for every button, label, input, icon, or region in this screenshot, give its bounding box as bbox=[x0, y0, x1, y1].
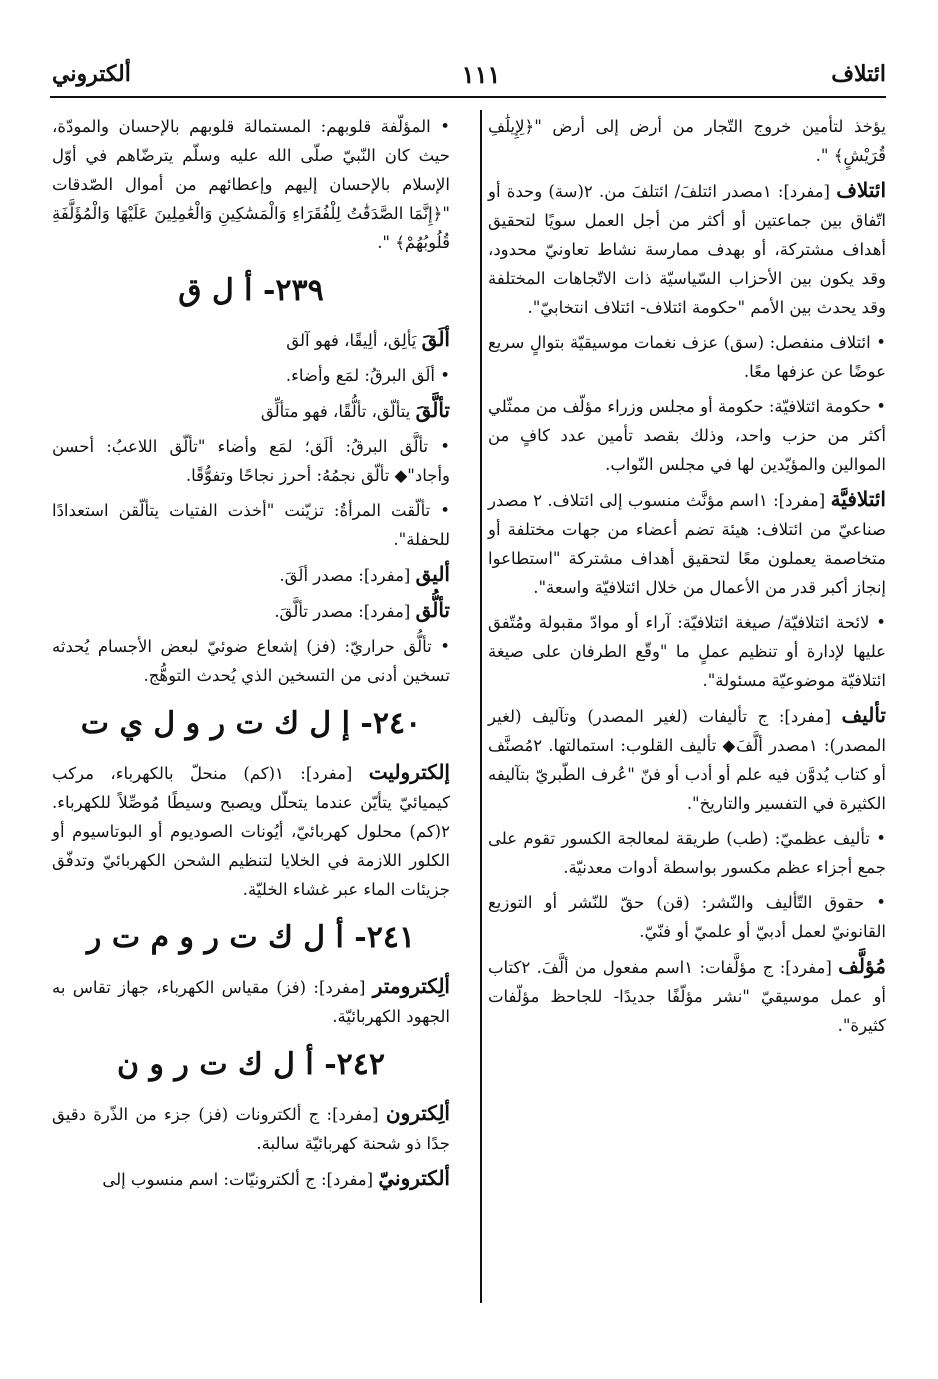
entry-paragraph bbox=[52, 496, 450, 554]
page-number: ١١١ bbox=[461, 59, 501, 89]
headword: ائتلافيَّة bbox=[830, 487, 886, 511]
header-rule bbox=[50, 96, 886, 98]
headword: ألِكترون bbox=[385, 1101, 450, 1125]
entry-text: [مفرد]: (فز) مقياس الكهرباء، جهاز تقاس به الجهود الكهربائيّة. bbox=[52, 978, 450, 1026]
entry-text: • حكومة ائتلافيّة: حكومة أو مجلس وزراء مؤلّف من ممثّلي أكثر من حزب واحد، وذلك بقصد تأمين عدد كافٍ من الموالين والمؤيّدين لها في مجلس النّواب. bbox=[488, 397, 886, 474]
entry-text: [مفرد]: مصدر ألَقَ. bbox=[279, 566, 411, 585]
entry-text: • تألُّق حراريّ: (فز) إشعاع ضوئيّ لبعض الأجسام يُحدثه تسخين أدنى من التسخين الذي يُحدث التوهُّج. bbox=[52, 637, 450, 685]
entry-paragraph bbox=[488, 701, 886, 818]
headword: مُؤلَّف bbox=[838, 954, 887, 978]
column-divider bbox=[480, 110, 482, 1303]
entry-paragraph bbox=[52, 560, 450, 590]
headword: أليق bbox=[415, 562, 450, 586]
entry-text: [مفرد]: ج مؤلَّفات: ١اسم مفعول من ألَّفَ. ٢كتاب أو عمل موسيقيّ "نشر مؤلّفًا جديدًا- للجاحظ مؤلّفات كثيرة". bbox=[488, 958, 886, 1035]
entry-paragraph bbox=[52, 112, 450, 257]
entry-paragraph bbox=[52, 972, 450, 1031]
entry-paragraph bbox=[52, 1164, 450, 1194]
headword: تألَّقَ bbox=[415, 398, 450, 422]
entry-paragraph bbox=[52, 758, 450, 904]
entry-text: • تألّقت المرأةُ: تزيّنت "أخذت الفتيات يتألّقن استعدادًا للحفلة". bbox=[52, 501, 450, 549]
entry-text: [مفرد]: ج تأليفات (لغير المصدر) وتآليف (لغير المصدر): ١مصدر ألَّفَ◆ تأليف القلوب: استمالتها. ٢مُصنَّف أو كتاب يُدوَّن فيه علم أو أدب أو فنّ "عُرف الطّبريّ بتآليفه الكثيرة في التفسير والتاريخ". bbox=[488, 707, 886, 813]
header-last-entry: ألكتروني bbox=[52, 61, 131, 87]
headword: ألَقَ bbox=[421, 327, 450, 351]
root-section-heading: ٢٤١- أ ل ك ت ر و م ت ر bbox=[86, 920, 416, 955]
entry-text: • تألَّق البرقُ: ألَق؛ لمَع وأضاء "تألّق اللاعبُ: أحسن وأجاد"◆ تألّق نجمُهُ: أحرز نجاحًا وتفوُّقًا. bbox=[52, 437, 450, 485]
entry-paragraph bbox=[52, 325, 450, 355]
headword: ائتلاف bbox=[836, 178, 887, 202]
headword: تألُّق bbox=[415, 598, 450, 622]
entry-text: • حقوق التّأليف والنّشر: (قن) حقّ للنّشر أو التوزيع القانونيّ لعمل أدبيّ أو علميّ أو فنّيّ. bbox=[488, 893, 886, 941]
headword: إلكتروليت bbox=[368, 760, 450, 784]
root-section-heading: ٢٤٢- أ ل ك ت ر و ن bbox=[116, 1047, 385, 1082]
entry-paragraph bbox=[488, 176, 886, 322]
headword: تأليف bbox=[841, 703, 886, 727]
entry-text: • ألَق البرقُ: لمَع وأضاء. bbox=[285, 366, 450, 385]
entry-text: • تأليف عظميّ: (طب) طريقة لمعالجة الكسور تقوم على جمع أجزاء عظم مكسور بواسطة أدوات معدنيّة. bbox=[488, 829, 886, 877]
entry-text: [مفرد]: ١(كم) منحلّ بالكهرباء، مركب كيميائيّ يتأيّن عندما يتحلّل ويصبح وسيطًا مُوصِّلاً للكهرباء. ٢(كم) محلول كهربائيّ، أيُونات الصوديوم أو البوتاسيوم أو الكلور اللازمة في الخلايا لتنظيم الشحن الكهربائيّ وتدفّق جزيئات الماء عبر غشاء الخليّة. bbox=[52, 764, 450, 899]
left-column bbox=[52, 112, 450, 1200]
entry-text: [مفرد]: ج ألكترونات (فز) جزء من الذّرة دقيق جدًا ذو شحنة كهربائيّة سالبة. bbox=[52, 1105, 450, 1153]
entry-paragraph bbox=[488, 952, 886, 1040]
entry-paragraph bbox=[52, 1099, 450, 1158]
entry-paragraph bbox=[52, 361, 450, 390]
entry-paragraph bbox=[488, 888, 886, 946]
header-first-entry: ائتلاف bbox=[831, 61, 886, 87]
entry-text: يَألِق، ألِيقًا، فهو آلق bbox=[286, 331, 417, 350]
entry-paragraph bbox=[52, 596, 450, 626]
root-section-heading: ٢٤٠- إ ل ك ت ر و ل ي ت bbox=[80, 706, 422, 741]
entry-text: • لائحة ائتلافيّة/ صيغة ائتلافيّة: آراء أو موادّ مقبولة ومُتّفق عليها لإدارة أو تنظيم عملٍ ما "وقّع الطرفان على صيغة ائتلافيّة موضوعيّة مسئولة". bbox=[488, 613, 886, 690]
running-head bbox=[52, 56, 886, 92]
entry-text: يتألّق، تألُّقًا، فهو متألِّق bbox=[260, 402, 411, 421]
entry-text: • ائتلاف منفصل: (سق) عزف نغمات موسيقيّة بتوالٍ سريع عوضًا عن عزفها معًا. bbox=[488, 333, 886, 381]
entry-paragraph bbox=[488, 328, 886, 386]
entry-paragraph bbox=[52, 396, 450, 426]
right-column bbox=[488, 112, 886, 1046]
headword: ألِكترومتر bbox=[372, 974, 450, 998]
entry-paragraph bbox=[488, 608, 886, 695]
entry-paragraph bbox=[488, 392, 886, 479]
entry-paragraph bbox=[52, 632, 450, 690]
headword: ألكترونيّ bbox=[378, 1166, 450, 1190]
entry-text: يؤخذ لتأمين خروج التّجار من أرض إلى أرض "﴿لِإِيلَٰفِ قُرَيْشٍ﴾ ". bbox=[488, 117, 886, 165]
entry-text: • المؤلّفة قلوبهم: المستمالة قلوبهم بالإحسان والمودّة، حيث كان النّبيّ صلّى الله عليه وسلّم يترضّاهم في أوّل الإسلام بالإحسان إليهم وإعطائهم من أموال الصّدقات "﴿إِنَّمَا الصَّدَقَٰتُ لِلْفُقَرَاءِ وَالْمَسَٰكِينِ وَالْعَٰمِلِينَ عَلَيْهَا وَالْمُؤَلَّفَةِ قُلُوبُهُمْ﴾ ". bbox=[52, 117, 450, 252]
entry-paragraph bbox=[488, 485, 886, 602]
entry-paragraph bbox=[52, 432, 450, 490]
entry-text: [مفرد]: ١مصدر ائتلفَ/ ائتلفَ من. ٢(سة) وحدة أو اتّفاق بين جماعتين أو أكثر من أجل العمل سويًا لتحقيق أهداف مشتركة، أو بهدف ممارسة نشاط تعاونيّ محدود، وقد يكون بين الأحزاب السّياسيّة ذات الاتّجاهات المختلفة وقد يحدث بين الأمم "حكومة ائتلاف- ائتلاف انتخابيّ". bbox=[488, 182, 886, 317]
root-section-heading: ٢٣٩- أ ل ق bbox=[178, 273, 324, 308]
entry-paragraph bbox=[488, 112, 886, 170]
entry-paragraph bbox=[488, 824, 886, 882]
entry-text: [مفرد]: ج ألكترونيّات: اسم منسوب إلى bbox=[102, 1170, 374, 1189]
entry-text: [مفرد]: مصدر تألَّقَ. bbox=[274, 602, 411, 621]
entry-text: [مفرد]: ١اسم مؤنَّث منسوب إلى ائتلاف. ٢ مصدر صناعيّ من ائتلاف: هيئة تضم أعضاء من جهات مختلفة أو متخاصمة يعملون معًا لتحقيق أهداف مشتركة "استطاعوا إنجاز أكبر قدر من الأعمال من خلال ائتلافيّة واسعة". bbox=[488, 491, 886, 597]
